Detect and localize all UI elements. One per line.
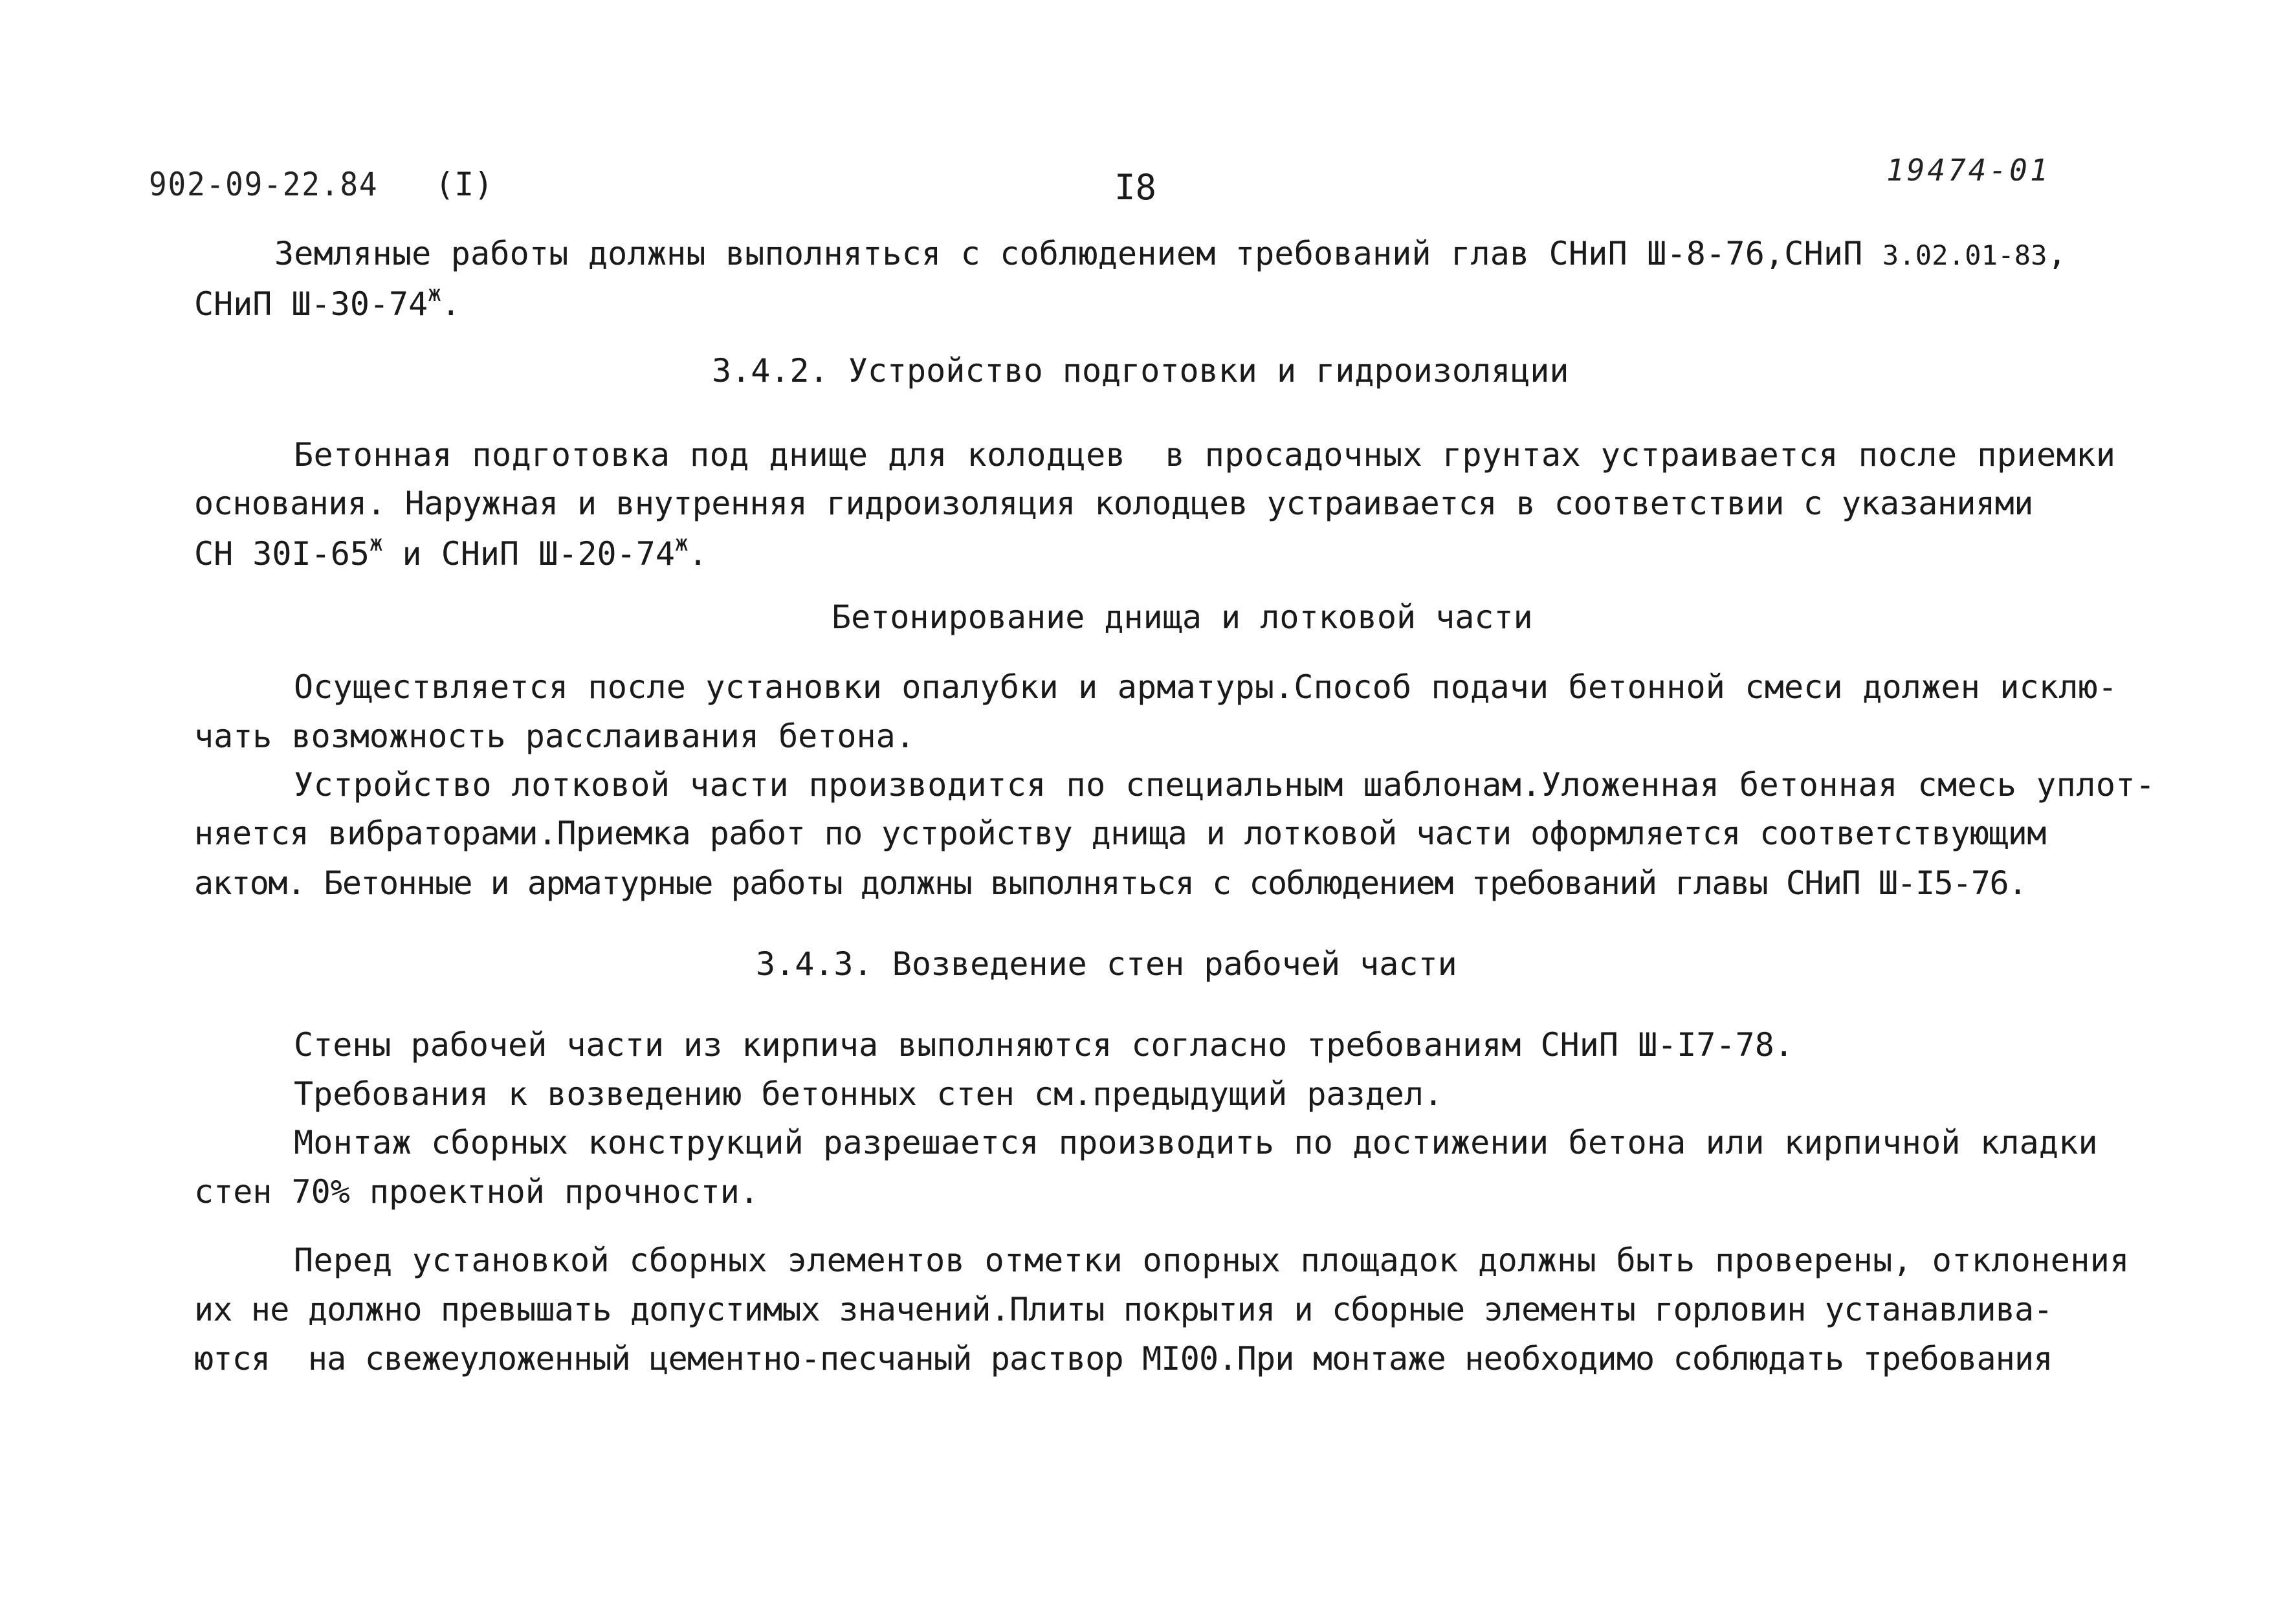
document-part: (I) [435,166,494,203]
paragraph-line: стен 70% проектной прочности. [194,1173,759,1211]
paragraph-line: Земляные работы должны выполняться с соблюдением требований глав СНиП Ш-8-76,СНиП 3.02.01-83, [274,235,2067,272]
paragraph-line: СНиП $Ш-30-74^ж$. [194,281,461,323]
page-header [0,153,2283,217]
paragraph-line: Монтаж сборных конструкций разрешается производить по достижении бетона или кирпичной кладки [294,1124,2098,1161]
paragraph-line: няется вибраторами.Приемка работ по устройству днища и лотковой части оформляется соответствующим [194,815,2046,852]
paragraph-line: чать возможность расслаивания бетона. [194,718,915,755]
section-heading-3-4-3: 3.4.3. Возведение стен рабочей части [756,945,1457,983]
document-code: 902-09-22.84 [149,166,379,203]
paragraph-line: Перед установкой сборных элементов отметки опорных площадок должны быть проверены, отклонения [294,1242,2130,1279]
paragraph-line: актом. Бетонные и арматурные работы должны выполняться с соблюдением требований главы СНиП Ш-I5-76. [194,864,2027,902]
paragraph-line: СН $30I-65^ж$ и СНиП $Ш-20-74^ж$. [194,531,708,573]
section-heading-3-4-2: 3.4.2. Устройство подготовки и гидроизоляции [712,352,1569,390]
subheading-concrete: Бетонирование днища и лотковой части [832,598,1533,636]
paragraph-line: Устройство лотковой части производится по специальным шаблонам.Уложенная бетонная смесь уплот- [294,766,2156,804]
paragraph-line: Осуществляется после установки опалубки и арматуры.Способ подачи бетонной смеси должен исклю- [294,668,2118,706]
paragraph-line: Стены рабочей части из кирпича выполняются согласно требованиям СНиП Ш-I7-78. [294,1026,1794,1064]
page-number: I8 [1114,167,1157,208]
paragraph-line: их не должно превышать допустимых значений.Плиты покрытия и сборные элементы горловин устанавлива- [194,1291,2053,1328]
paragraph-line: основания. Наружная и внутренняя гидроизоляция колодцев устраивается в соответствии с указаниями [194,485,2033,522]
paragraph-line: Бетонная подготовка под днище для колодцев в просадочных грунтах устраивается после приемки [294,436,2116,474]
inventory-number: 19474-01 [1886,153,2051,188]
paragraph-line: ются на свежеуложенный цементно-песчаный раствор МI00.При монтаже необходимо соблюдать требования [194,1340,2053,1377]
paragraph-line: Требования к возведению бетонных стен см.предыдущий раздел. [294,1075,1444,1113]
